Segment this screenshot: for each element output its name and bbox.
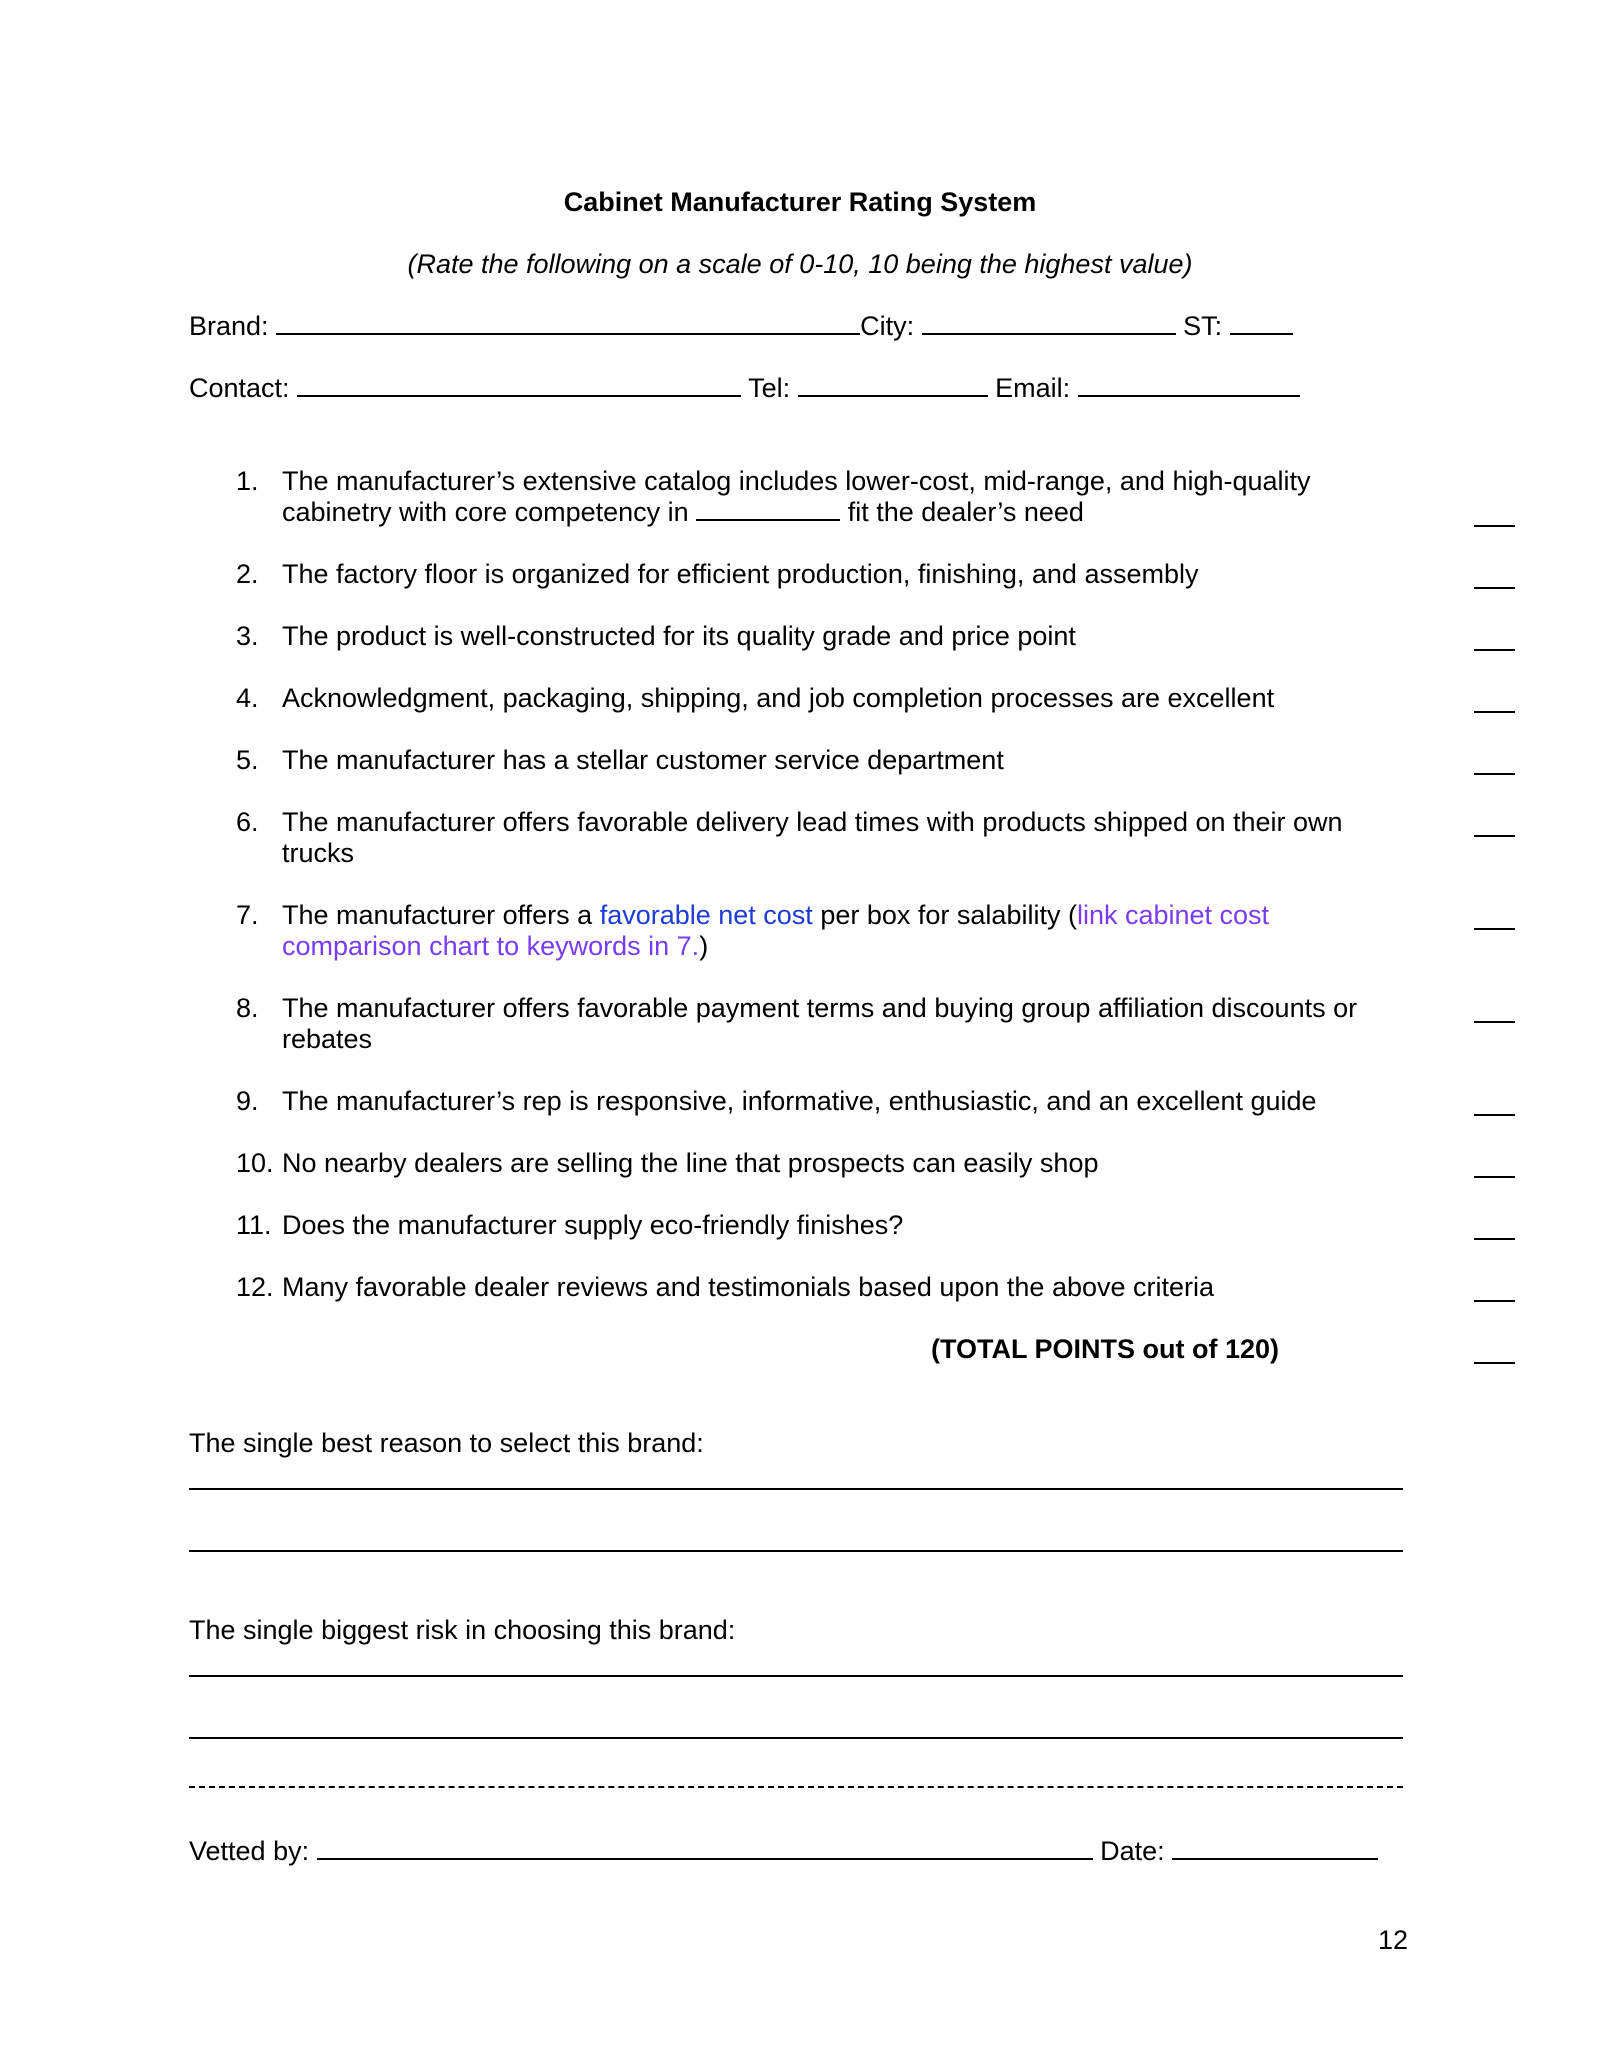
total-score-blank[interactable] bbox=[1474, 1362, 1515, 1364]
total-points-label: (TOTAL POINTS out of 120) bbox=[931, 1334, 1280, 1364]
item-number: 4. bbox=[236, 683, 259, 713]
net-cost-link[interactable]: favorable net cost bbox=[599, 900, 813, 930]
dashed-divider bbox=[189, 1786, 1403, 1788]
contact-row bbox=[189, 373, 1300, 404]
item-number: 6. bbox=[236, 807, 259, 837]
item-text: The manufacturer has a stellar customer service department bbox=[282, 745, 1004, 775]
item-text-part: ) bbox=[699, 931, 709, 961]
brand-label: Brand: bbox=[189, 311, 269, 341]
score-blank-8[interactable] bbox=[1474, 1021, 1515, 1023]
item-text bbox=[282, 466, 1412, 528]
score-blank-3[interactable] bbox=[1474, 649, 1515, 651]
item-number: 8. bbox=[236, 993, 259, 1023]
vetted-by-label: Vetted by: bbox=[189, 1836, 310, 1866]
item-number: 11. bbox=[236, 1210, 272, 1240]
item-text bbox=[282, 900, 1412, 962]
vetted-row bbox=[189, 1836, 1378, 1867]
city-label: City: bbox=[860, 311, 915, 341]
item-text: The manufacturer offers favorable delivery lead times with products shipped on their own trucks bbox=[282, 807, 1343, 868]
item-number: 2. bbox=[236, 559, 259, 589]
score-blank-5[interactable] bbox=[1474, 773, 1515, 775]
tel-blank[interactable] bbox=[798, 373, 988, 397]
score-blank-1[interactable] bbox=[1474, 525, 1515, 527]
score-blank-11[interactable] bbox=[1474, 1238, 1515, 1240]
page-title: Cabinet Manufacturer Rating System bbox=[563, 187, 1037, 217]
item-number: 10. bbox=[236, 1148, 274, 1178]
best-reason-line-2[interactable] bbox=[189, 1550, 1403, 1552]
best-reason-line-1[interactable] bbox=[189, 1488, 1403, 1490]
biggest-risk-label: The single biggest risk in choosing this brand: bbox=[189, 1615, 736, 1645]
brand-row bbox=[189, 311, 1293, 342]
tel-label: Tel: bbox=[748, 373, 791, 403]
score-blank-4[interactable] bbox=[1474, 711, 1515, 713]
item-number: 3. bbox=[236, 621, 259, 651]
brand-blank[interactable] bbox=[276, 311, 860, 335]
item-text: Does the manufacturer supply eco-friendly finishes? bbox=[282, 1210, 904, 1240]
score-blank-6[interactable] bbox=[1474, 835, 1515, 837]
st-label: ST: bbox=[1183, 311, 1223, 341]
cost-chart-link[interactable]: link cabinet cost comparison chart to keywords in 7. bbox=[282, 900, 1270, 961]
score-blank-12[interactable] bbox=[1474, 1300, 1515, 1302]
biggest-risk-line-1[interactable] bbox=[189, 1675, 1403, 1677]
item-number: 7. bbox=[236, 900, 259, 930]
email-label: Email: bbox=[995, 373, 1071, 403]
score-blank-7[interactable] bbox=[1474, 928, 1515, 930]
item-text-part: per box for salability ( bbox=[820, 900, 1077, 930]
contact-blank[interactable] bbox=[297, 373, 741, 397]
email-blank[interactable] bbox=[1078, 373, 1300, 397]
score-blank-10[interactable] bbox=[1474, 1176, 1515, 1178]
vetted-by-blank[interactable] bbox=[317, 1836, 1093, 1860]
score-blank-9[interactable] bbox=[1474, 1114, 1515, 1116]
competency-blank[interactable] bbox=[696, 497, 840, 521]
item-text-part: fit the dealer’s need bbox=[847, 497, 1084, 527]
item-number: 12. bbox=[236, 1272, 274, 1302]
item-text: The product is well-constructed for its quality grade and price point bbox=[282, 621, 1076, 651]
item-number: 9. bbox=[236, 1086, 259, 1116]
item-text-part: The manufacturer offers a bbox=[282, 900, 593, 930]
item-text: Many favorable dealer reviews and testimonials based upon the above criteria bbox=[282, 1272, 1215, 1302]
item-text: The manufacturer offers favorable payment terms and buying group affiliation discounts or rebates bbox=[282, 993, 1358, 1054]
item-number: 1. bbox=[236, 466, 259, 496]
biggest-risk-line-2[interactable] bbox=[189, 1737, 1403, 1739]
score-blank-2[interactable] bbox=[1474, 587, 1515, 589]
item-text: The manufacturer’s rep is responsive, informative, enthusiastic, and an excellent guide bbox=[282, 1086, 1317, 1116]
st-blank[interactable] bbox=[1230, 311, 1293, 335]
contact-label: Contact: bbox=[189, 373, 290, 403]
item-number: 5. bbox=[236, 745, 259, 775]
item-text-part: The manufacturer’s extensive catalog includes lower-cost, mid-range, and high-quality cabinetry with core competency in bbox=[282, 466, 1311, 527]
city-blank[interactable] bbox=[922, 311, 1176, 335]
page-subtitle: (Rate the following on a scale of 0-10, 10 being the highest value) bbox=[407, 249, 1193, 279]
page-number: 12 bbox=[1378, 1925, 1409, 1955]
date-label: Date: bbox=[1100, 1836, 1165, 1866]
best-reason-label: The single best reason to select this brand: bbox=[189, 1428, 704, 1458]
item-text: Acknowledgment, packaging, shipping, and job completion processes are excellent bbox=[282, 683, 1275, 713]
date-blank[interactable] bbox=[1172, 1836, 1378, 1860]
item-text: The factory floor is organized for efficient production, finishing, and assembly bbox=[282, 559, 1199, 589]
item-text: No nearby dealers are selling the line that prospects can easily shop bbox=[282, 1148, 1099, 1178]
